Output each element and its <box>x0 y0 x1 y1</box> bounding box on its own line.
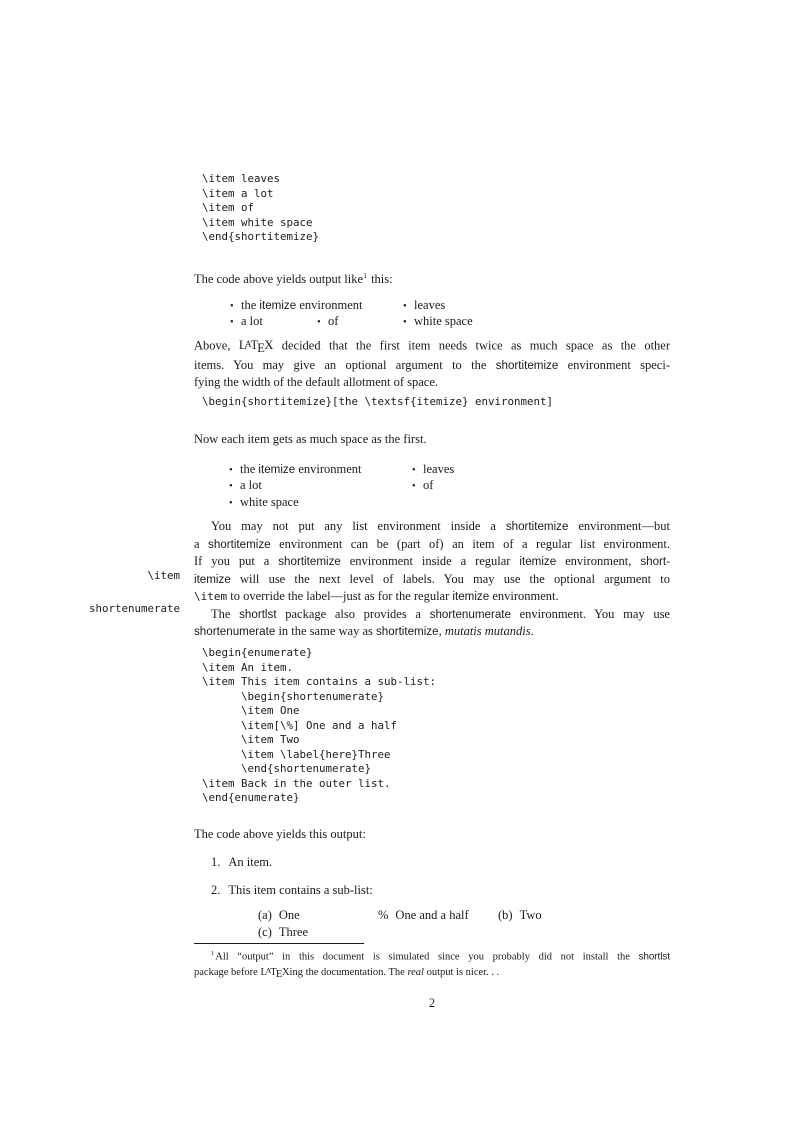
latex-logo-char: A <box>245 339 252 349</box>
code-line: \item white space <box>202 215 313 229</box>
paragraph-line: items. You may give an optional argument to the shortitemize environment speci- <box>194 357 670 372</box>
footnote-rule <box>194 943 364 944</box>
sublist-item <box>258 924 308 941</box>
inline-sup-text: 1 <box>363 271 367 280</box>
inline-it-text: mutatis mutandis <box>444 624 531 638</box>
code-line: \item This item contains a sub-list: <box>202 675 437 689</box>
bullet-item-label: the itemize environment <box>240 462 362 476</box>
margin-note-item: \item <box>147 569 180 582</box>
paragraph-line: Above, LATEX decided that the first item needs twice as much space as the other <box>194 338 671 356</box>
enumerate-item <box>211 882 373 899</box>
paragraph-line: \item to override the label—just as for the regular itemize environment. <box>194 589 559 603</box>
inline-sup-text: 1 <box>211 950 215 957</box>
latex-logo-char: X <box>281 967 290 979</box>
bullet-item-label: the itemize environment <box>241 298 363 312</box>
inline-sf-text: shortitemize <box>375 625 439 638</box>
bullet-icon: • <box>229 497 233 509</box>
latex-logo-char: X <box>264 338 274 353</box>
bullet-list-output-1 <box>0 297 800 331</box>
sublist-item-text: One <box>278 908 300 922</box>
bullet-item-label: a lot <box>240 478 262 493</box>
bullet-icon: • <box>317 317 321 329</box>
page-number: 2 <box>428 996 436 1010</box>
latex-logo-char: E <box>257 341 265 356</box>
code-line: \begin{enumerate} <box>202 646 313 659</box>
para-yields-this-output: The code above yields this output: <box>194 827 366 841</box>
bullet-icon: • <box>412 481 416 493</box>
paragraph-line: If you put a shortitemize environment inside a regular itemize environment, short- <box>194 554 670 568</box>
margin-note-shortenumerate: shortenumerate <box>88 602 180 615</box>
code-line: \end{shortenumerate} <box>202 762 372 776</box>
bullet-list-item <box>317 313 338 331</box>
code-line: \item leaves <box>202 172 281 185</box>
code-line: \item[\%] One and a half <box>202 718 398 732</box>
paragraph-line: fying the width of the default allotment of space. <box>194 375 439 390</box>
latex-logo-char: A <box>265 966 272 975</box>
paragraph-line: package before LATEXing the documentation. The real output is nicer. . . <box>194 966 500 981</box>
inline-sf-text: itemize <box>259 299 297 312</box>
inline-sf-text: itemize <box>194 572 231 586</box>
latex-logo-char: T <box>270 967 277 979</box>
inline-sf-text: itemize <box>452 590 490 603</box>
sublist-item-label: (b) <box>498 908 513 922</box>
code-line: \end{shortitemize} <box>202 230 320 244</box>
bullet-icon: • <box>403 300 407 312</box>
bullet-item-label: leaves <box>414 298 446 312</box>
sublist-item <box>498 907 542 924</box>
bullet-icon: • <box>229 464 233 476</box>
code-line: \item One <box>202 704 300 718</box>
bullet-list-output-2 <box>0 461 800 513</box>
code-line: \item a lot <box>202 186 274 200</box>
inline-sf-text: shortenumerate <box>429 607 511 621</box>
bullet-icon: • <box>230 300 234 312</box>
inline-it-text: real <box>407 967 424 979</box>
footnote <box>194 947 670 982</box>
bullet-list-item <box>229 494 299 512</box>
para-nesting-rules <box>194 518 670 641</box>
bullet-list-item <box>403 313 473 331</box>
inline-sf-text: shortitemize <box>505 520 569 533</box>
sublist-item <box>258 907 300 924</box>
para-now-each-item: Now each item gets as much space as the first. <box>194 432 427 446</box>
paragraph-line: itemize will use the next level of labels. You may use the optional argument to <box>194 571 670 586</box>
sublist-item-text: One and a half <box>395 908 469 922</box>
inline-sf-text: shortitemize <box>495 358 559 372</box>
sublist-item <box>378 907 469 924</box>
inline-sf-text: itemize <box>258 463 296 476</box>
bullet-item-label: white space <box>240 494 299 509</box>
inline-sf-text: shortitemize <box>278 555 341 568</box>
bullet-icon: • <box>412 464 416 476</box>
paragraph-line: You may not put any list environment inside a shortitemize environment—but <box>211 519 670 533</box>
paragraph-line: $^1$All “output” in this document is simulated since you probably did not install the shortlst <box>211 950 670 963</box>
sublist-item-text: Three <box>278 924 309 939</box>
para-yields-output-like: The code above yields output like$^1$ this: <box>194 271 393 287</box>
code-line-begin-shortitemize: \begin{shortitemize}[the \textsf{itemize} environment] <box>202 395 554 408</box>
code-line: \item Two <box>202 733 300 747</box>
bullet-item-label: a lot <box>241 314 263 329</box>
inline-tt-text: \item <box>194 590 228 603</box>
code-line: \item Back in the outer list. <box>202 776 391 790</box>
code-line: \item \label{here}Three <box>202 747 391 761</box>
inline-sf-text: shortitemize <box>208 537 271 551</box>
inline-sf-text: itemize <box>519 555 557 568</box>
bullet-icon: • <box>230 317 234 329</box>
bullet-icon: • <box>403 317 407 329</box>
enumerate-output-list <box>0 854 800 944</box>
bullet-item-label: leaves <box>423 462 455 476</box>
inline-sf-text: short- <box>640 555 670 568</box>
code-block-shortitemize <box>202 172 319 245</box>
bullet-item-label: white space <box>414 314 473 329</box>
code-line: \item An item. <box>202 660 294 674</box>
enumerate-item <box>211 854 272 871</box>
paragraph-line: The shortlst package also provides a shortenumerate environment. You may use <box>211 606 670 621</box>
paragraph-line: a shortitemize environment can be (part of) an item of a regular list environment. <box>194 536 670 551</box>
latex-logo-char: L <box>238 338 247 353</box>
code-line: \begin{shortenumerate} <box>202 689 385 703</box>
latex-logo <box>238 338 274 356</box>
enumerate-item-number: 1. <box>211 855 221 869</box>
bullet-icon: • <box>229 481 233 493</box>
bullet-item-label: of <box>328 314 339 329</box>
bullet-item-label: of <box>423 478 434 493</box>
enumerate-item-text: This item contains a sub-list: <box>228 882 373 897</box>
code-block-enumerate <box>202 646 436 806</box>
latex-logo-char: E <box>275 969 283 981</box>
code-line: \item of <box>202 201 255 215</box>
sublist-item-label: % <box>378 908 389 922</box>
latex-logo <box>260 966 290 981</box>
inline-sf-text: shortenumerate <box>194 625 276 638</box>
sublist-item-label: (c) <box>258 924 272 939</box>
enumerate-item-number: 2. <box>211 882 221 897</box>
latex-logo-char: L <box>260 967 267 979</box>
code-line: \end{enumerate} <box>202 791 300 805</box>
inline-sf-text: shortlst <box>239 607 277 621</box>
bullet-list-item <box>412 477 433 495</box>
para-above-latex-decided <box>194 336 670 391</box>
sublist-item-text: Two <box>519 908 542 922</box>
enumerate-item-text: An item. <box>228 855 273 869</box>
latex-logo-char: T <box>250 338 259 353</box>
inline-sf-text: shortlst <box>638 951 670 963</box>
bullet-list-item <box>230 313 263 331</box>
paragraph-line: shortenumerate in the same way as shortitemize, mutatis mutandis. <box>194 624 534 638</box>
sublist-item-label: (a) <box>258 908 272 922</box>
